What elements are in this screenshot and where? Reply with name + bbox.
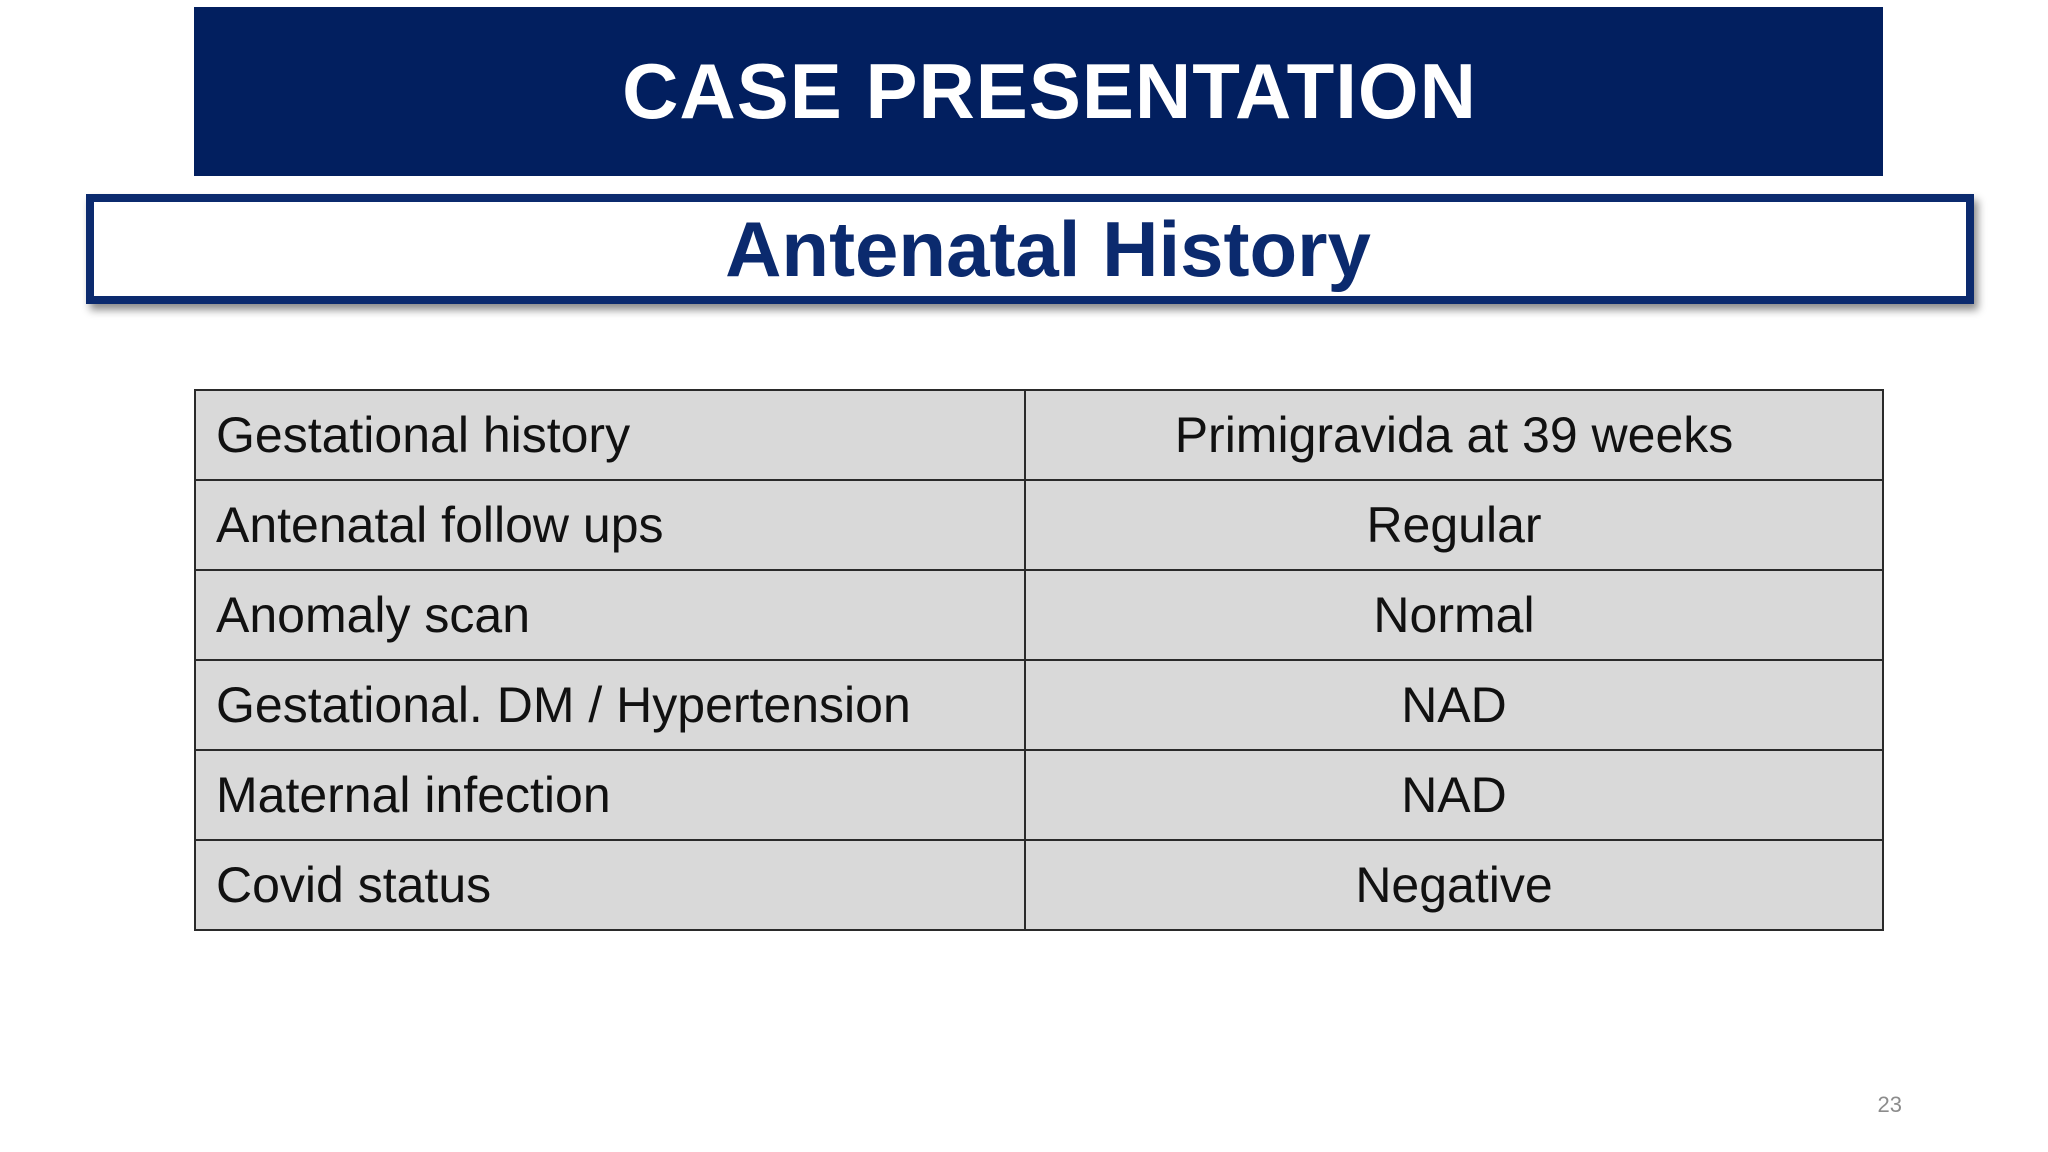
- table-row: [195, 750, 1883, 840]
- row-label: Covid status: [195, 840, 1025, 930]
- row-value: Primigravida at 39 weeks: [1025, 390, 1883, 480]
- title-banner: [194, 7, 1883, 176]
- row-value: Normal: [1025, 570, 1883, 660]
- page-number: 23: [1877, 1092, 1902, 1117]
- row-value: NAD: [1025, 750, 1883, 840]
- row-value: NAD: [1025, 660, 1883, 750]
- table-row: [195, 480, 1883, 570]
- table-row: [195, 390, 1883, 480]
- row-label: Maternal infection: [195, 750, 1025, 840]
- row-label: Gestational. DM / Hypertension: [195, 660, 1025, 750]
- row-label: Antenatal follow ups: [195, 480, 1025, 570]
- section-heading: Antenatal History: [725, 204, 1371, 293]
- slide-title: CASE PRESENTATION: [622, 47, 1477, 135]
- row-value: Regular: [1025, 480, 1883, 570]
- subtitle-box: [86, 194, 1974, 304]
- row-label: Anomaly scan: [195, 570, 1025, 660]
- antenatal-history-table: [194, 389, 1884, 931]
- table-row: [195, 840, 1883, 930]
- row-value: Negative: [1025, 840, 1883, 930]
- table-row: [195, 660, 1883, 750]
- row-label: Gestational history: [195, 390, 1025, 480]
- table-row: [195, 570, 1883, 660]
